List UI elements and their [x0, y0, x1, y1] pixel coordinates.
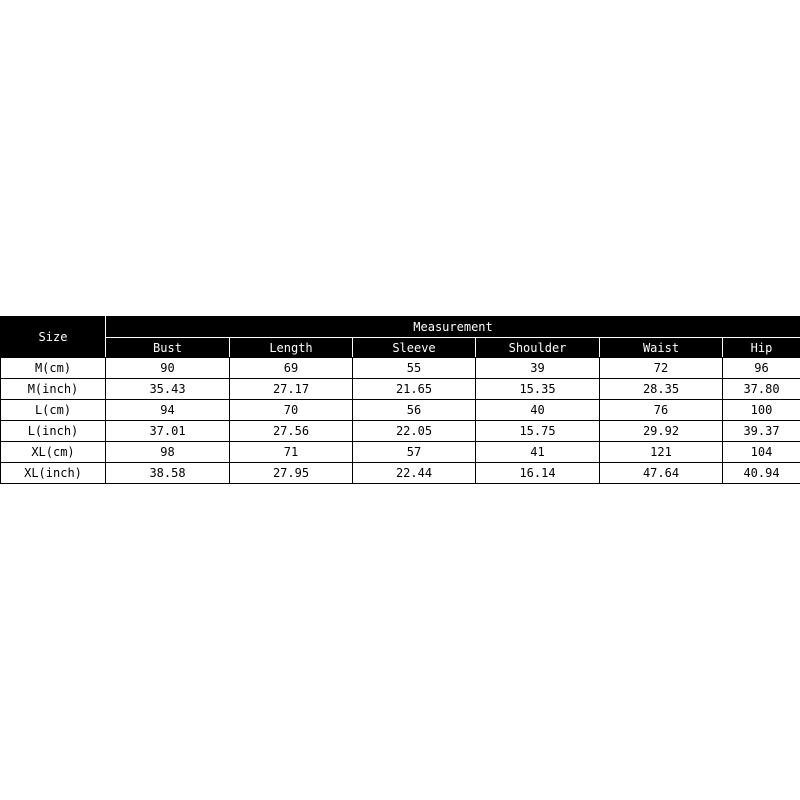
cell-waist: 121: [600, 442, 723, 463]
cell-sleeve: 57: [353, 442, 476, 463]
cell-bust: 35.43: [106, 379, 230, 400]
row-label: XL(cm): [1, 442, 106, 463]
cell-hip: 39.37: [723, 421, 800, 442]
row-label: M(inch): [1, 379, 106, 400]
table-row: [1, 442, 800, 463]
row-label: XL(inch): [1, 463, 106, 484]
cell-shoulder: 39: [476, 358, 600, 379]
cell-length: 69: [230, 358, 353, 379]
cell-sleeve: 21.65: [353, 379, 476, 400]
row-label: M(cm): [1, 358, 106, 379]
cell-sleeve: 56: [353, 400, 476, 421]
cell-length: 27.17: [230, 379, 353, 400]
cell-hip: 100: [723, 400, 800, 421]
column-header-waist: Waist: [600, 338, 723, 358]
row-label: L(cm): [1, 400, 106, 421]
header-row-columns: [1, 338, 800, 358]
table-row: [1, 358, 800, 379]
cell-waist: 29.92: [600, 421, 723, 442]
cell-length: 27.95: [230, 463, 353, 484]
cell-hip: 96: [723, 358, 800, 379]
cell-sleeve: 22.05: [353, 421, 476, 442]
table-row: [1, 379, 800, 400]
cell-waist: 47.64: [600, 463, 723, 484]
cell-shoulder: 40: [476, 400, 600, 421]
cell-bust: 37.01: [106, 421, 230, 442]
header-row-top: [1, 317, 800, 338]
column-header-shoulder: Shoulder: [476, 338, 600, 358]
column-header-hip: Hip: [723, 338, 800, 358]
cell-bust: 38.58: [106, 463, 230, 484]
column-header-sleeve: Sleeve: [353, 338, 476, 358]
table-row: [1, 421, 800, 442]
cell-waist: 72: [600, 358, 723, 379]
measurement-header: Measurement: [106, 317, 800, 338]
column-header-length: Length: [230, 338, 353, 358]
table-body: [1, 358, 800, 484]
cell-sleeve: 55: [353, 358, 476, 379]
row-label: L(inch): [1, 421, 106, 442]
cell-hip: 104: [723, 442, 800, 463]
cell-hip: 37.80: [723, 379, 800, 400]
cell-shoulder: 16.14: [476, 463, 600, 484]
table-row: [1, 463, 800, 484]
cell-length: 70: [230, 400, 353, 421]
size-chart-table: [0, 316, 800, 484]
table-row: [1, 400, 800, 421]
table-header: [1, 317, 800, 358]
cell-shoulder: 15.35: [476, 379, 600, 400]
cell-waist: 28.35: [600, 379, 723, 400]
size-header: Size: [1, 317, 106, 358]
column-header-bust: Bust: [106, 338, 230, 358]
cell-hip: 40.94: [723, 463, 800, 484]
cell-sleeve: 22.44: [353, 463, 476, 484]
cell-shoulder: 15.75: [476, 421, 600, 442]
cell-shoulder: 41: [476, 442, 600, 463]
cell-bust: 94: [106, 400, 230, 421]
cell-waist: 76: [600, 400, 723, 421]
cell-length: 27.56: [230, 421, 353, 442]
cell-bust: 98: [106, 442, 230, 463]
cell-length: 71: [230, 442, 353, 463]
cell-bust: 90: [106, 358, 230, 379]
